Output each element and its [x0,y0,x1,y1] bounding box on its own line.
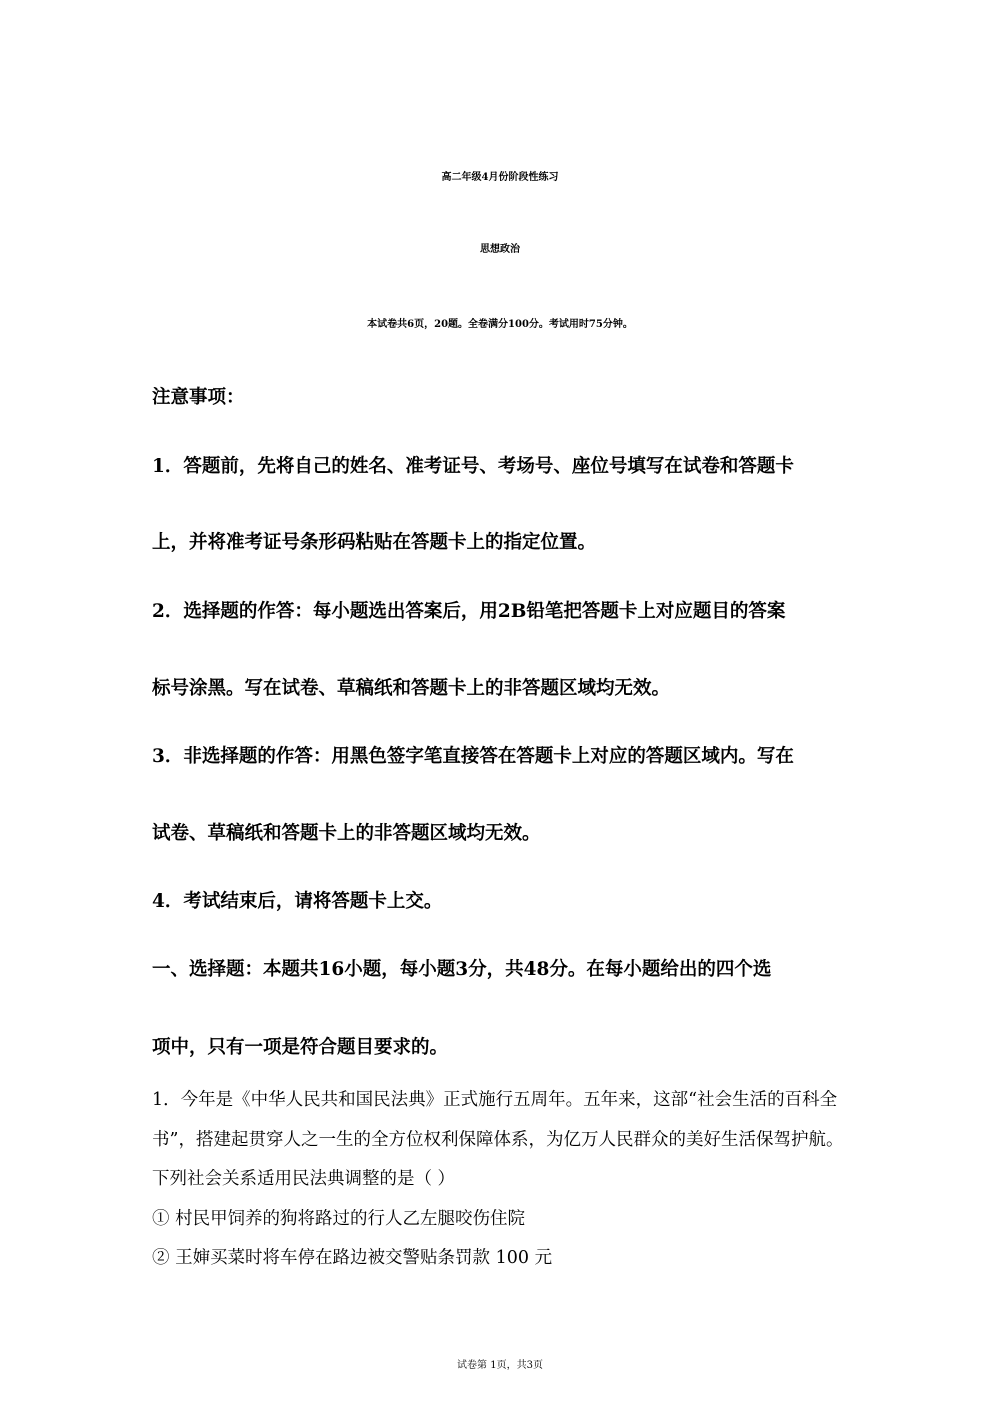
question-1-option-2: ② 王婶买菜时将车停在路边被交警贴条罚款 100 元 [152,1248,553,1268]
question-1-line-1: 1．今年是《中华人民共和国民法典》正式施行五周年。五年来，这部“社会生活的百科全 [152,1090,838,1110]
question-1-line-3: 下列社会关系适用民法典调整的是（ ） [152,1169,456,1189]
subject-title: 思想政治 [480,244,520,255]
question-1-option-1: ① 村民甲饲养的狗将路过的行人乙左腿咬伤住院 [152,1209,526,1229]
note-1-line-1: 1．答题前，先将自己的姓名、准考证号、考场号、座位号填写在试卷和答题卡 [152,456,794,477]
note-3-line-1: 3．非选择题的作答：用黑色签字笔直接答在答题卡上对应的答题区域内。写在 [152,746,794,767]
note-2-line-1: 2．选择题的作答：每小题选出答案后，用2B铅笔把答题卡上对应题目的答案 [152,601,786,622]
section-1-heading-line-2: 项中，只有一项是符合题目要求的。 [152,1037,449,1058]
question-1-line-2: 书”，搭建起贯穿人之一生的全方位权利保障体系，为亿万人民群众的美好生活保驾护航。 [152,1130,844,1150]
exam-info: 本试卷共6页，20题。全卷满分100分。考试用时75分钟。 [367,319,633,330]
section-1-heading-line-1: 一、选择题：本题共16小题，每小题3分，共48分。在每小题给出的四个选 [152,959,772,980]
note-3-line-2: 试卷、草稿纸和答题卡上的非答题区域均无效。 [152,823,541,844]
note-1-line-2: 上，并将准考证号条形码粘贴在答题卡上的指定位置。 [152,532,597,553]
note-4: 4．考试结束后，请将答题卡上交。 [152,891,443,912]
page-footer: 试卷第 1页，共3页 [457,1360,543,1371]
notes-heading: 注意事项： [152,387,245,408]
note-2-line-2: 标号涂黑。写在试卷、草稿纸和答题卡上的非答题区域均无效。 [152,678,671,699]
exam-title: 高二年级4月份阶段性练习 [441,172,559,183]
